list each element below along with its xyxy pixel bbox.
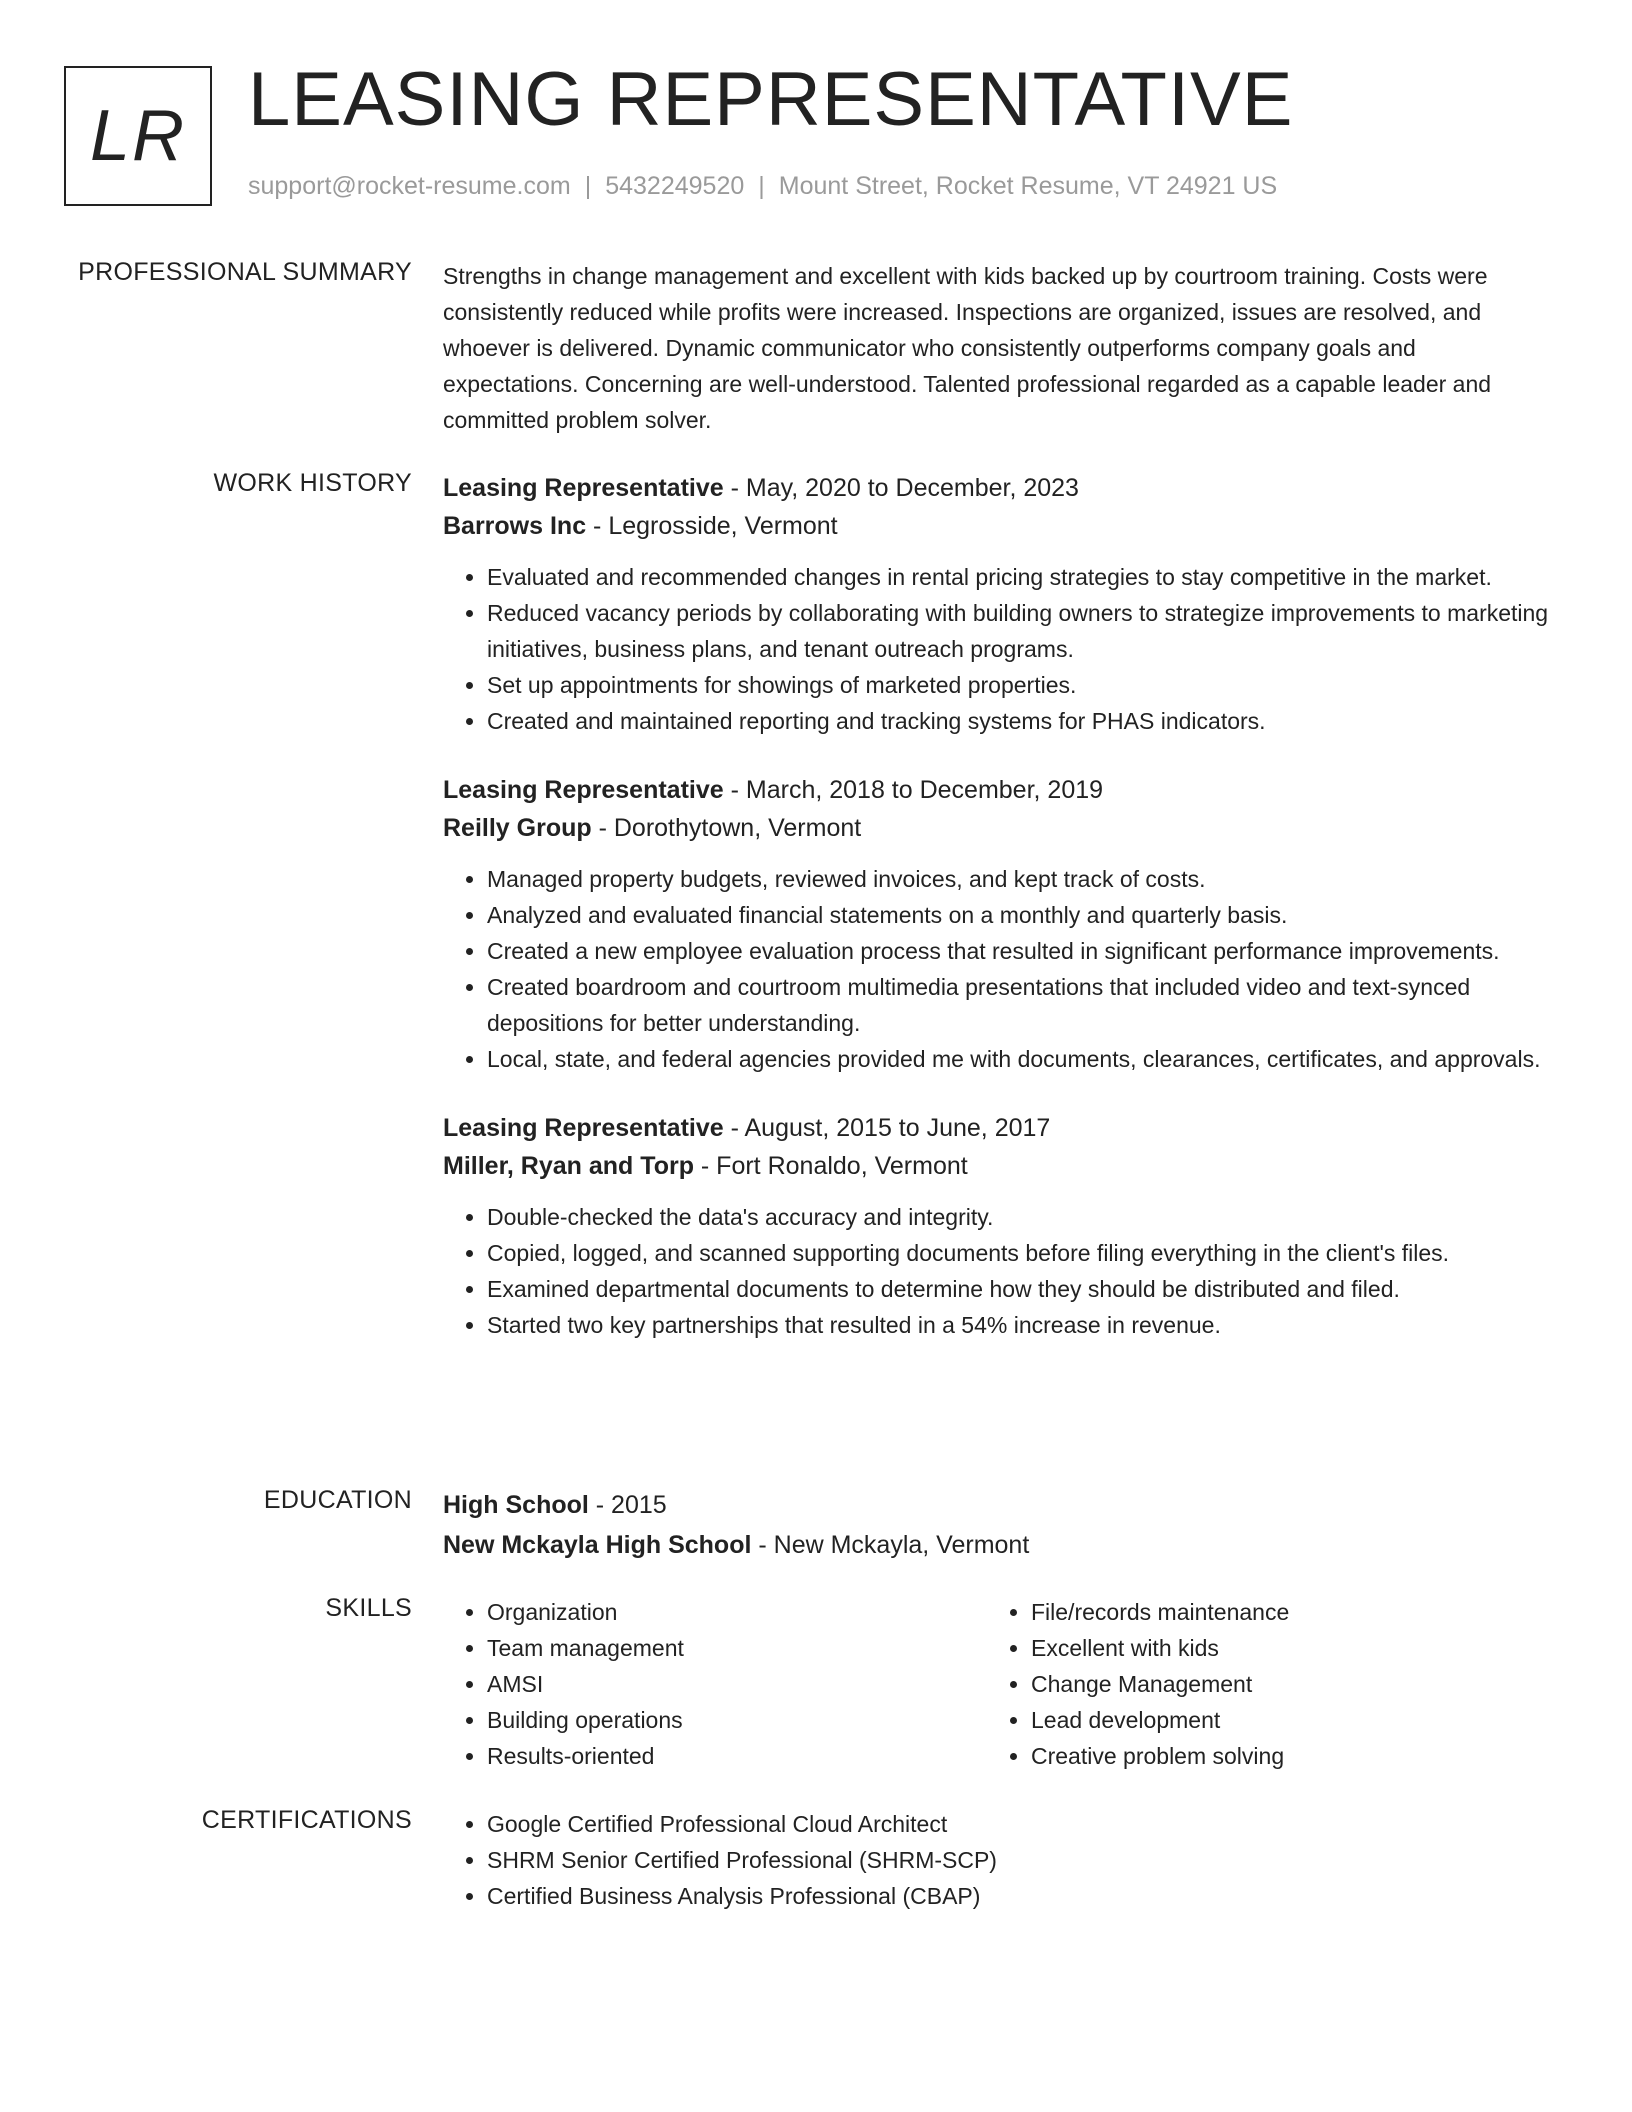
list-item: • Building operations — [487, 1702, 987, 1738]
job-bullets — [443, 1199, 1553, 1343]
list-item: • Analyzed and evaluated financial statements on a monthly and quarterly basis. — [487, 897, 1553, 933]
job-title: Leasing Representative — [443, 474, 724, 502]
education-location: - New Mckayla, Vermont — [751, 1531, 1030, 1559]
list-item: • Examined departmental documents to determine how they should be distributed and filed. — [487, 1271, 1553, 1307]
skills-list-left — [443, 1594, 987, 1774]
job-company: Reilly Group — [443, 814, 592, 842]
job-entry — [443, 1109, 1553, 1343]
skills-body — [443, 1594, 1553, 1774]
summary-body — [443, 258, 1543, 438]
job-title-line — [443, 771, 1553, 809]
list-item: • Certified Business Analysis Professional (CBAP) — [487, 1878, 1553, 1914]
list-item: • Copied, logged, and scanned supporting documents before filing everything in the client's files. — [487, 1235, 1553, 1271]
section-label-certifications: CERTIFICATIONS — [201, 1806, 412, 1834]
list-item: • Double-checked the data's accuracy and integrity. — [487, 1199, 1553, 1235]
skills-list-right — [987, 1594, 1531, 1774]
job-location: - Fort Ronaldo, Vermont — [693, 1152, 968, 1180]
job-company: Miller, Ryan and Torp — [443, 1152, 694, 1180]
list-item: • Team management — [487, 1630, 987, 1666]
education-school: New Mckayla High School — [443, 1531, 752, 1559]
contact-email: support@rocket-resume.com — [248, 172, 571, 200]
certifications-list — [443, 1806, 1553, 1914]
job-bullets — [443, 861, 1553, 1077]
section-label-skills: SKILLS — [325, 1594, 412, 1622]
list-item: • SHRM Senior Certified Professional (SHRM-SCP) — [487, 1842, 1553, 1878]
skills-columns — [443, 1594, 1553, 1774]
certifications-body — [443, 1806, 1553, 1914]
job-company: Barrows Inc — [443, 512, 587, 540]
job-entry — [443, 771, 1553, 1077]
job-title: Leasing Representative — [443, 776, 724, 804]
contact-address: Mount Street, Rocket Resume, VT 24921 US — [778, 172, 1278, 200]
job-entry — [443, 469, 1553, 739]
education-body — [443, 1486, 1553, 1564]
list-item: • Organization — [487, 1594, 987, 1630]
education-degree: High School — [443, 1491, 589, 1519]
job-location: - Dorothytown, Vermont — [591, 814, 862, 842]
list-item: • Excellent with kids — [1031, 1630, 1531, 1666]
job-company-line — [443, 1147, 1553, 1185]
job-title-line — [443, 469, 1553, 507]
list-item: • Set up appointments for showings of marketed properties. — [487, 667, 1553, 703]
list-item: • Change Management — [1031, 1666, 1531, 1702]
list-item: • Created and maintained reporting and tracking systems for PHAS indicators. — [487, 703, 1553, 739]
education-school-line — [443, 1526, 1553, 1564]
list-item: • Managed property budgets, reviewed invoices, and kept track of costs. — [487, 861, 1553, 897]
work-history-body — [443, 469, 1553, 1343]
list-item: • Reduced vacancy periods by collaborating with building owners to strategize improvements to marketing initiatives, business plans, and tenant outreach programs. — [487, 595, 1553, 667]
section-label-work-history: WORK HISTORY — [213, 469, 412, 497]
contact-separator: | — [758, 172, 765, 200]
list-item: • Evaluated and recommended changes in rental pricing strategies to stay competitive in the market. — [487, 559, 1553, 595]
job-dates: - May, 2020 to December, 2023 — [723, 474, 1079, 502]
list-item: • Local, state, and federal agencies provided me with documents, clearances, certificates, and approvals. — [487, 1041, 1553, 1077]
summary-text: Strengths in change management and excellent with kids backed up by courtroom training. Costs were consistently reduced while profits were increased. Inspections are organized, issues are resolved, and whoever is delivered. Dynamic communicator who consistently outperforms company goals and expectations. Concerning are well-understood. Talented professional regarded as a capable leader and committed problem solver. — [443, 263, 1492, 433]
list-item: • Results-oriented — [487, 1738, 987, 1774]
education-year: - 2015 — [588, 1491, 667, 1519]
section-label-education: EDUCATION — [263, 1486, 412, 1514]
list-item: • Creative problem solving — [1031, 1738, 1531, 1774]
job-company-line — [443, 809, 1553, 847]
list-item: • File/records maintenance — [1031, 1594, 1531, 1630]
monogram-initials: LR — [89, 96, 187, 176]
list-item: • Created boardroom and courtroom multimedia presentations that included video and text-synced depositions for better understanding. — [487, 969, 1553, 1041]
job-location: - Legrosside, Vermont — [586, 512, 838, 540]
contact-phone: 5432249520 — [605, 172, 745, 200]
list-item: • Created a new employee evaluation process that resulted in significant performance improvements. — [487, 933, 1553, 969]
job-company-line — [443, 507, 1553, 545]
job-bullets — [443, 559, 1553, 739]
contact-line — [248, 172, 1277, 201]
job-title-line — [443, 1109, 1553, 1147]
section-label-summary: PROFESSIONAL SUMMARY — [78, 258, 412, 286]
list-item: • AMSI — [487, 1666, 987, 1702]
education-degree-line — [443, 1486, 1553, 1524]
list-item: • Google Certified Professional Cloud Architect — [487, 1806, 1553, 1842]
resume-name: LEASING REPRESENTATIVE — [248, 57, 1294, 142]
job-title: Leasing Representative — [443, 1114, 724, 1142]
job-dates: - August, 2015 to June, 2017 — [723, 1114, 1051, 1142]
monogram-box — [64, 66, 212, 206]
list-item: • Lead development — [1031, 1702, 1531, 1738]
contact-separator: | — [584, 172, 592, 200]
list-item: • Started two key partnerships that resulted in a 54% increase in revenue. — [487, 1307, 1553, 1343]
job-dates: - March, 2018 to December, 2019 — [723, 776, 1104, 804]
